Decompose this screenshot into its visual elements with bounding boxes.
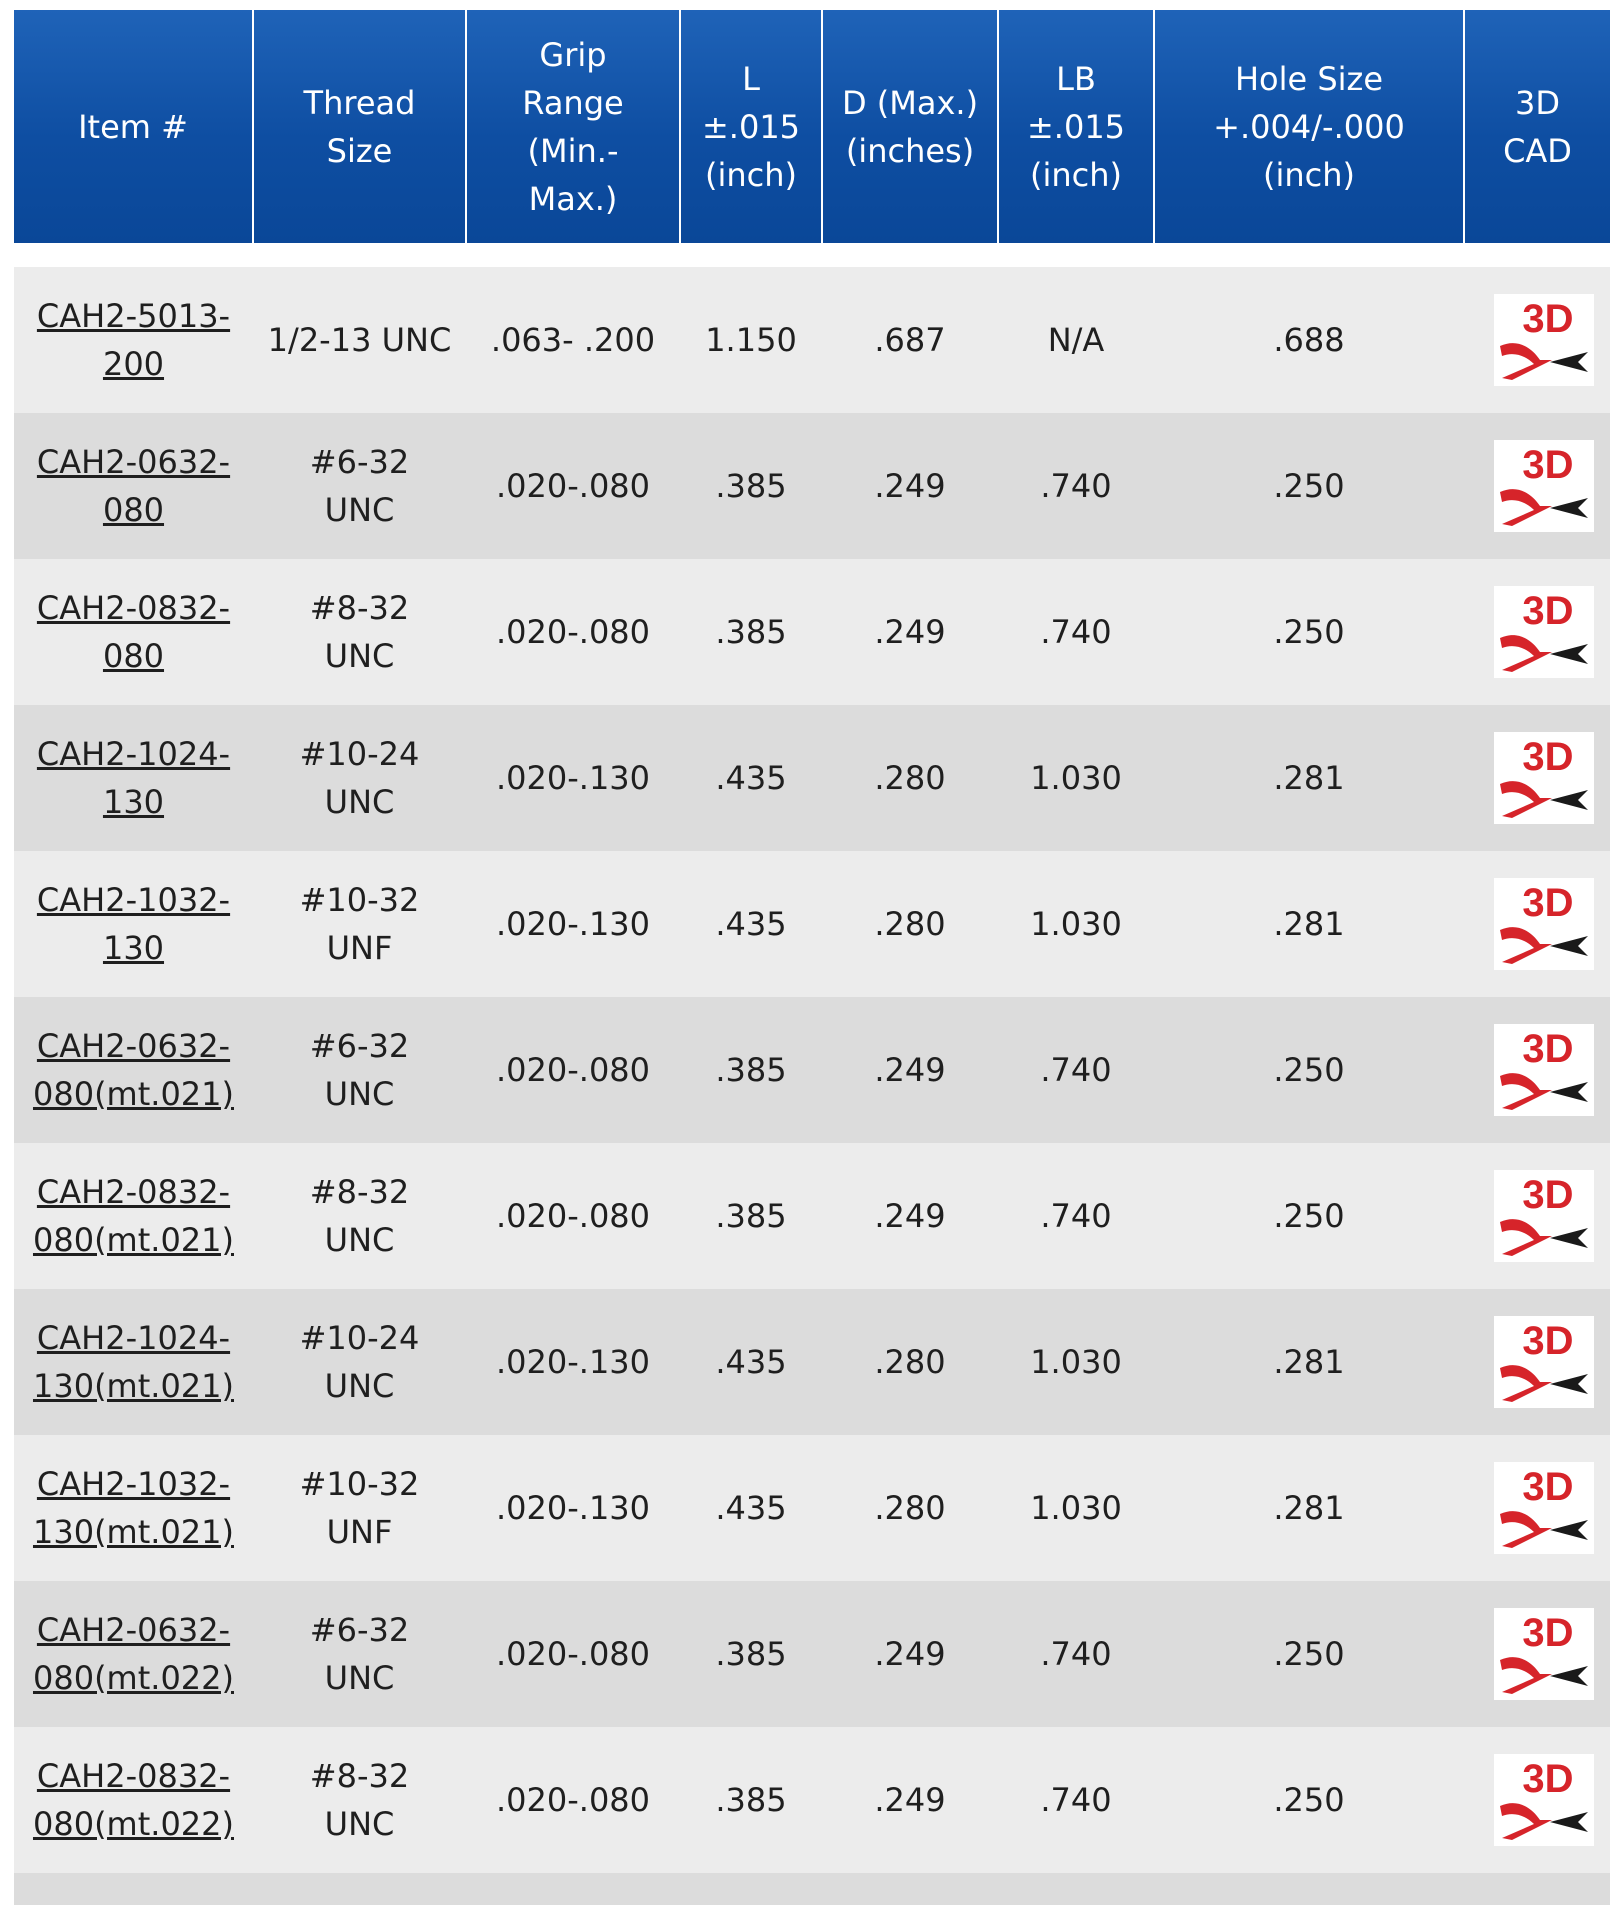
svg-text:3D: 3D <box>1522 443 1574 487</box>
3d-cad-download-button[interactable] <box>1494 1608 1594 1700</box>
cad-cell <box>1464 1435 1610 1581</box>
thread-size-cell: #6-32 UNC <box>253 413 466 559</box>
lb-cell: .740 <box>998 997 1154 1143</box>
3d-cad-download-button[interactable] <box>1494 294 1594 386</box>
fastener-spec-table <box>14 10 1610 1905</box>
svg-text:3D: 3D <box>1522 1319 1574 1363</box>
thread-size-cell: #10-32 UNF <box>253 1435 466 1581</box>
hole-size-cell: .281 <box>1154 851 1464 997</box>
3d-cad-download-button[interactable] <box>1494 1754 1594 1846</box>
3d-cad-icon <box>1494 1754 1594 1846</box>
lb-cell: .740 <box>998 413 1154 559</box>
grip-range-cell: .020-.080 <box>466 1581 680 1727</box>
3d-cad-icon <box>1494 878 1594 970</box>
length-cell: .385 <box>680 1581 822 1727</box>
3d-cad-icon <box>1494 586 1594 678</box>
column-header-diameter: D (Max.) (inches) <box>822 10 998 243</box>
hole-size-cell: .688 <box>1154 267 1464 413</box>
length-cell: .435 <box>680 705 822 851</box>
svg-text:3D: 3D <box>1522 589 1574 633</box>
lb-cell: 1.030 <box>998 705 1154 851</box>
item-number-link[interactable]: CAH2-1024- 130(mt.021) <box>32 1319 234 1405</box>
diameter-cell: .249 <box>822 1143 998 1289</box>
svg-text:3D: 3D <box>1522 297 1574 341</box>
thread-size-cell: #10-32 UNF <box>253 851 466 997</box>
diameter-cell: .249 <box>822 559 998 705</box>
cad-cell <box>1464 1143 1610 1289</box>
cad-cell <box>1464 267 1610 413</box>
cad-cell <box>1464 1289 1610 1435</box>
cad-cell <box>1464 559 1610 705</box>
diameter-cell: .249 <box>822 997 998 1143</box>
diameter-cell: .280 <box>822 705 998 851</box>
hole-size-cell: .250 <box>1154 997 1464 1143</box>
hole-size-cell: .281 <box>1154 705 1464 851</box>
diameter-cell: .280 <box>822 1289 998 1435</box>
lb-cell: .740 <box>998 1581 1154 1727</box>
grip-range-cell: .020-.130 <box>466 1435 680 1581</box>
3d-cad-download-button[interactable] <box>1494 586 1594 678</box>
cad-cell <box>1464 1581 1610 1727</box>
item-number-link[interactable]: CAH2-0632- 080 <box>36 443 231 529</box>
item-number-cell <box>14 1581 253 1727</box>
3d-cad-icon <box>1494 1170 1594 1262</box>
item-number-link[interactable]: CAH2-1032- 130(mt.021) <box>32 1465 234 1551</box>
grip-range-cell: .020-.080 <box>466 1727 680 1873</box>
table-header <box>14 10 1610 243</box>
column-header-grip-range: Grip Range (Min.- Max.) <box>466 10 680 243</box>
thread-size-cell: #10-24 UNC <box>253 705 466 851</box>
3d-cad-download-button[interactable] <box>1494 1316 1594 1408</box>
grip-range-cell: .020-.080 <box>466 997 680 1143</box>
table-row <box>14 1727 1610 1873</box>
length-cell: .385 <box>680 559 822 705</box>
svg-text:3D: 3D <box>1522 1757 1574 1801</box>
cad-cell <box>1464 1727 1610 1873</box>
length-cell: .385 <box>680 1727 822 1873</box>
item-number-cell <box>14 997 253 1143</box>
lb-cell: .740 <box>998 1143 1154 1289</box>
thread-size-cell: #8-32 UNC <box>253 1143 466 1289</box>
item-number-cell <box>14 559 253 705</box>
hole-size-cell: .250 <box>1154 413 1464 559</box>
svg-text:3D: 3D <box>1522 881 1574 925</box>
length-cell: .385 <box>680 997 822 1143</box>
column-header-item: Item # <box>14 10 253 243</box>
table-row-partial <box>14 1873 1610 1905</box>
item-number-cell <box>14 413 253 559</box>
table-row <box>14 1435 1610 1581</box>
thread-size-cell: #8-32 UNC <box>253 1727 466 1873</box>
cad-cell <box>1464 413 1610 559</box>
item-number-cell <box>14 1727 253 1873</box>
3d-cad-icon <box>1494 1024 1594 1116</box>
length-cell: .385 <box>680 1143 822 1289</box>
svg-text:3D: 3D <box>1522 1465 1574 1509</box>
3d-cad-icon <box>1494 732 1594 824</box>
item-number-link[interactable]: CAH2-0832- 080(mt.022) <box>32 1757 234 1843</box>
item-number-link[interactable]: CAH2-1032- 130 <box>36 881 231 967</box>
svg-text:3D: 3D <box>1522 735 1574 779</box>
3d-cad-download-button[interactable] <box>1494 1024 1594 1116</box>
cad-cell <box>1464 997 1610 1143</box>
grip-range-cell: .020-.130 <box>466 1289 680 1435</box>
svg-text:3D: 3D <box>1522 1027 1574 1071</box>
thread-size-cell: 1/2-13 UNC <box>253 267 466 413</box>
lb-cell: 1.030 <box>998 1289 1154 1435</box>
length-cell: .435 <box>680 1289 822 1435</box>
item-number-link[interactable]: CAH2-0632- 080(mt.021) <box>32 1027 234 1113</box>
column-header-length: L ±.015 (inch) <box>680 10 822 243</box>
svg-text:3D: 3D <box>1522 1611 1574 1655</box>
table-row <box>14 413 1610 559</box>
table-body <box>14 243 1610 1905</box>
3d-cad-download-button[interactable] <box>1494 732 1594 824</box>
diameter-cell: .687 <box>822 267 998 413</box>
item-number-cell <box>14 1143 253 1289</box>
table-row <box>14 705 1610 851</box>
grip-range-cell: .020-.080 <box>466 413 680 559</box>
diameter-cell: .280 <box>822 1435 998 1581</box>
item-number-link[interactable]: CAH2-5013- 200 <box>36 297 231 383</box>
svg-text:3D: 3D <box>1522 1173 1574 1217</box>
table-row <box>14 1143 1610 1289</box>
3d-cad-icon <box>1494 1608 1594 1700</box>
length-cell: .435 <box>680 851 822 997</box>
item-number-link[interactable]: CAH2-1024- 130 <box>36 735 231 821</box>
item-number-cell <box>14 1289 253 1435</box>
grip-range-cell: .020-.130 <box>466 705 680 851</box>
lb-cell: .740 <box>998 1727 1154 1873</box>
hole-size-cell: .250 <box>1154 1727 1464 1873</box>
thread-size-cell: #6-32 UNC <box>253 1581 466 1727</box>
table-row <box>14 1289 1610 1435</box>
cad-cell <box>1464 851 1610 997</box>
item-number-cell <box>14 705 253 851</box>
length-cell: .435 <box>680 1435 822 1581</box>
thread-size-cell: #10-24 UNC <box>253 1289 466 1435</box>
3d-cad-download-button[interactable] <box>1494 878 1594 970</box>
table-row <box>14 1581 1610 1727</box>
3d-cad-icon <box>1494 294 1594 386</box>
item-number-link[interactable]: CAH2-0832- 080(mt.021) <box>32 1173 234 1259</box>
grip-range-cell: .063- .200 <box>466 267 680 413</box>
3d-cad-icon <box>1494 440 1594 532</box>
hole-size-cell: .250 <box>1154 559 1464 705</box>
diameter-cell: .249 <box>822 1581 998 1727</box>
table-row <box>14 267 1610 413</box>
column-header-hole-size: Hole Size +.004/-.000 (inch) <box>1154 10 1464 243</box>
hole-size-cell: .250 <box>1154 1581 1464 1727</box>
diameter-cell: .249 <box>822 413 998 559</box>
table-row <box>14 997 1610 1143</box>
grip-range-cell: .020-.130 <box>466 851 680 997</box>
diameter-cell: .249 <box>822 1727 998 1873</box>
lb-cell: 1.030 <box>998 851 1154 997</box>
table-row <box>14 851 1610 997</box>
item-number-cell <box>14 1435 253 1581</box>
length-cell: .385 <box>680 413 822 559</box>
column-header-3d-cad: 3D CAD <box>1464 10 1610 243</box>
item-number-link[interactable]: CAH2-0632- 080(mt.022) <box>32 1611 234 1697</box>
3d-cad-download-button[interactable] <box>1494 1170 1594 1262</box>
lb-cell: 1.030 <box>998 1435 1154 1581</box>
hole-size-cell: .281 <box>1154 1289 1464 1435</box>
3d-cad-download-button[interactable] <box>1494 440 1594 532</box>
column-header-thread-size: Thread Size <box>253 10 466 243</box>
hole-size-cell: .250 <box>1154 1143 1464 1289</box>
lb-cell: N/A <box>998 267 1154 413</box>
diameter-cell: .280 <box>822 851 998 997</box>
column-header-lb: LB ±.015 (inch) <box>998 10 1154 243</box>
table-row <box>14 559 1610 705</box>
hole-size-cell: .281 <box>1154 1435 1464 1581</box>
3d-cad-icon <box>1494 1316 1594 1408</box>
grip-range-cell: .020-.080 <box>466 1143 680 1289</box>
cad-cell <box>1464 705 1610 851</box>
length-cell: 1.150 <box>680 267 822 413</box>
item-number-cell <box>14 851 253 997</box>
3d-cad-download-button[interactable] <box>1494 1462 1594 1554</box>
item-number-cell <box>14 267 253 413</box>
thread-size-cell: #8-32 UNC <box>253 559 466 705</box>
thread-size-cell: #6-32 UNC <box>253 997 466 1143</box>
grip-range-cell: .020-.080 <box>466 559 680 705</box>
item-number-link[interactable]: CAH2-0832- 080 <box>36 589 231 675</box>
3d-cad-icon <box>1494 1462 1594 1554</box>
lb-cell: .740 <box>998 559 1154 705</box>
